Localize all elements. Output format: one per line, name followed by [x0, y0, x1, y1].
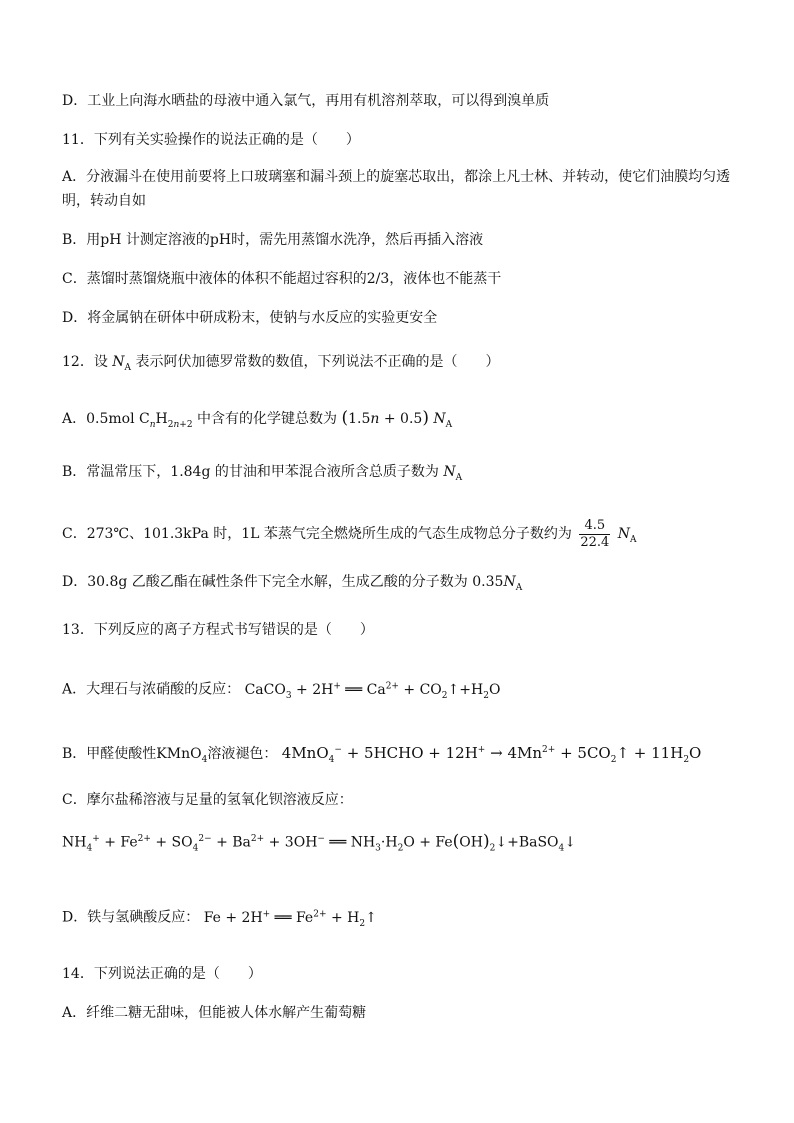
option-a-q12-prefix: A．0.5mol [62, 411, 135, 427]
formula-kmno4: KMnO$_4$ [156, 746, 208, 765]
option-b-q13-mid: 溶液褪色： [207, 746, 278, 762]
option-a-q11: A．分液漏斗在使用前要将上口玻璃塞和漏斗颈上的旋塞芯取出，都涂上凡士林、并转动，使它们油膜均匀透明，转动自如 [62, 169, 731, 209]
option-b-q12: B．常温常压下，1.84g 的甘油和甲苯混合液所含总质子数为 $N_A$ [62, 464, 463, 483]
formula-na: N [503, 574, 516, 590]
option-d-q10: D．工业上向海水晒盐的母液中通入氯气，再用有机溶剂萃取，可以得到溴单质 [62, 93, 550, 109]
equation-d: Fe + 2H+ ══ $Fe^{2+}$ + $H_2↑$ [203, 909, 377, 929]
option-c-q12: C．273℃、101.3kPa 时，1L 苯蒸气完全燃烧所生成的气态生成物总分子数约为 $\frac{4.5}{22.4}$ $N_A$ [62, 517, 637, 550]
option-d-q11: D．将金属钠在研体中研成粉末，使钠与水反应的实验更安全 [62, 310, 438, 326]
option-a-q12-mid: 中含有的化学键总数为 [197, 411, 338, 427]
question-12-prefix: 12．设 [62, 354, 108, 370]
equation-b: 4MnO$_4$− + 5HCHO + $12H^+ \to 4Mn^{2+}$ + $5CO_2↑ + 11H_2O$ [281, 744, 702, 765]
equation-a: CaCO$_3$ + 2H+ ══ $Ca^{2+}$ + $CO_2↑+H_2O$ [244, 681, 501, 701]
fraction-denominator: 22.4 [580, 534, 610, 550]
option-b-q13 [62, 740, 701, 770]
option-d-q12: D．30.8g 乙酸乙酯在碱性条件下完全水解，生成乙酸的分子数为 $0.35N_A$ [62, 574, 523, 593]
formula-na: N [617, 526, 631, 542]
fraction [579, 518, 610, 551]
option-d-q12-text: D．30.8g 乙酸乙酯在碱性条件下完全水解，生成乙酸的分子数为 0.35 [62, 574, 504, 590]
formula-bond-count: (1.5n + 0.5) $N_A$ [341, 408, 453, 430]
option-c-q13: C．摩尔盐稀溶液与足量的氢氧化钡溶液反应： [62, 792, 353, 808]
question-13: 13．下列反应的离子方程式书写错误的是（ ） [62, 622, 374, 638]
equation-c: $NH_4^+ + Fe^{2+} + SO_4^{2-} + Ba^{2+} + 3OH^-$ ══ $NH_3\cdot H_2O$ + $Fe(OH)_2↓+BaSO_4↓$ [62, 831, 576, 854]
option-a-q13-text: A．大理石与浓硝酸的反应： [62, 681, 241, 698]
fraction-numerator: 4.5 [579, 518, 610, 535]
formula-alkane: $C_nH_{2n+2}$ [139, 411, 193, 430]
option-a-q13 [62, 676, 500, 705]
option-b-q12-text: B．常温常压下，1.84g 的甘油和甲苯混合液所含总质子数为 [62, 464, 439, 480]
option-d-q13-text: D．铁与氢碘酸反应： [62, 909, 200, 926]
option-b-q11: B．用pH 计测定溶液的pH时，需先用蒸馏水洗净，然后再插入溶液 [62, 232, 484, 248]
option-d-q13 [62, 904, 377, 933]
formula-na: N [443, 464, 456, 480]
option-a-q12 [62, 408, 452, 435]
option-a-q14: A．纤维二糖无甜味，但能被人体水解产生葡萄糖 [62, 1005, 367, 1021]
question-12-text: 表示阿伏加德罗常数的数值，下列说法不正确的是（ ） [135, 354, 500, 370]
question-14: 14．下列说法正确的是（ ） [62, 966, 262, 982]
option-c-q11: C．蒸馏时蒸馏烧瓶中液体的体积不能超过容积的2/3，液体也不能蒸干 [62, 271, 502, 287]
formula-na: N [112, 354, 125, 370]
option-c-q12-text: C．273℃、101.3kPa 时，1L 苯蒸气完全燃烧所生成的气态生成物总分子数约为 [62, 526, 572, 542]
option-b-q13-prefix: B．甲醛使酸性 [62, 746, 157, 762]
question-11: 11．下列有关实验操作的说法正确的是（ ） [62, 132, 360, 148]
question-12: 12．设 $N_A$ 表示阿伏加德罗常数的数值，下列说法不正确的是（ ） [62, 354, 500, 373]
